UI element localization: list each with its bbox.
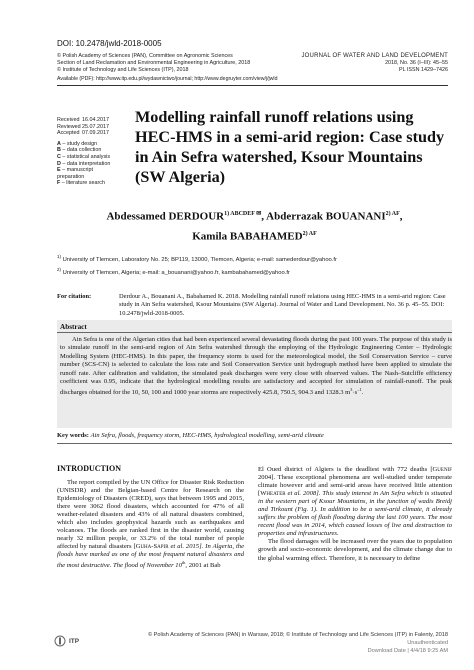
citation-wheater[interactable]: Wheater [260,490,286,498]
role-f: F – literature search [57,180,105,187]
reviewed-label: Reviewed [57,123,81,130]
role-c: C – statistical analysis [57,153,111,160]
received-label: Received [57,117,80,123]
publisher-line-2: Section of Land Reclamation and Environmental Engineering in Agriculture, 2018 [57,60,251,66]
role-a: A – study design [57,140,98,147]
article-history [57,117,119,187]
abstract-divider [57,332,452,333]
authors: Abdessamed $DERDOUR^{1) ABCDEF ✉}$, Abderrazak $BOUANANI^{2) AF}$, Kamila $BABAHAMED^{2) AF}$ [106,210,403,243]
intro-column-1 [57,479,244,571]
journal-info [248,53,448,74]
keywords-value: Ain Sefra, floods, frequency storm, HEC-HMS, hydrological modelling, semi-arid climate [90,432,324,439]
affiliation-2: $^{2)}$ University of Tlemcen, Algeria; e-mail: a_bouanani@yahoo.fr, kambabahamed@yahoo.fr [57,266,290,276]
citation-label: For citation: [57,293,92,300]
article-title: Modelling rainfall runoff relations using HEC-HMS in a semi-arid region: Case study in Ain Sefra watershed, Ksour Mountains (SW Algeria) [135,108,445,186]
availability-line[interactable]: Available (PDF): http://www.itp.edu.pl/wydawnictwo/journal; http://www.degruyter.com/view/j/jwld [57,76,278,82]
author-1[interactable]: Abdessamed DERDOUR [106,210,225,223]
author-2[interactable]: Abderrazak BOUANANI [266,210,386,223]
keywords-divider [57,443,452,444]
abstract-heading: Abstract [60,323,87,331]
abstract-text: Ain Sefra is one of the Algerian cities that had been experienced several devastating floods during the past 100 years. The purpose of this study is to simulate runoff in the semi-arid region of Ain Sefra watershed through the employing of the Hydrologic Engineering Center – Hydrologic Modelling System (HEC-HMS). In this paper, the frequency storm is used for the meteorological model, the Soil Conservation Service – curve number (SCS-CN) is selected to calculate the loss rate and Soil Conservation Service unit hydrograph method have been applied to simulate the runoff rate. After calibration and validation, the simulated peak discharges were very close with observed values. The Nash–Sutcliffe efficiency coefficient was 0.95, indicate that the hydrological modelling results are satisfactory and accepted for simulation of rainfall-runoff. The peak discharges obtained for the 10, 50, 100 and 1000 year storms are respectively 425.8, 750.5, 904.3 and 1328.3 $m^3\cdot s^{-1}$. [60,336,452,397]
itp-logo [54,635,79,647]
citation-text: Derdour A., Bouanani A., Babahamed K. 2018. Modelling rainfall runoff relations using HEC-HMS in a semi-arid region: Case study in Ain Sefra watershed, Ksour Mountains (SW Algeria). Journal of Water and Land Development. No. 36 p. 45–55. DOI: 10.2478/jwld-2018-0005. [119,293,446,317]
intro-heading: INTRODUCTION [57,464,122,473]
intro-column-2 [258,466,452,563]
author-1-sup: 1) ABCDEF ✉ [224,211,262,217]
journal-title: JOURNAL OF WATER AND LAND DEVELOPMENT [301,53,448,59]
author-3-sup: 2) AF [302,230,317,237]
author-3[interactable]: Kamila BABAHAMED [192,230,303,243]
publisher-line-3: © Institute of Technology and Life Sciences (ITP), 2018 [57,67,189,73]
accepted-label: Accepted [57,130,80,137]
footer-unauthenticated: Unauthenticated [407,640,448,646]
citation-guha-sapir[interactable]: Guha-Sapir [135,543,169,551]
intro-paragraph-1: The report compiled by the UN Office for Disaster Risk Reduction (UNISDR) and the Belgian-based Centre for Research on the Epidemiology of Disasters (CRED), says that between 1995 and 2015, there were 3062 flood disasters, which accounted for 47% of all weather-related disasters and 43% of all natural disasters combined, which also includes geophysical hazards such as earthquakes and volcanoes. The floods are ranked first in the disaster world, causing nearly 32 million people, or 33.2% of the total number of people affected by natural disasters [Guha-Sapir et al. 2015]. In Algeria, the floods have marked as one of the most frequent natural disasters and the most destructive. The flood of November 10th, 2001 at Bab [57,479,244,570]
role-b: B – data collection [57,147,102,154]
accepted-date: 07.09.2017 [82,130,109,137]
keywords-label: Key words: [57,432,89,439]
keywords [57,432,452,440]
affiliations [57,252,452,278]
doi: DOI: 10.2478/jwld-2018-0005 [57,39,162,48]
itp-logo-text: ITP [69,637,80,645]
role-d: D – data interpretation [57,160,111,167]
journal-issn: PL ISSN 1429–7426 [399,67,448,73]
footer-copyright: © Polish Academy of Sciences (PAN) in Warsaw, 2018; © Institute of Technology and Life Sciences (ITP) in Falenty, 2018 [148,632,448,638]
intro-paragraph-1-cont: El Oued district of Algiers is the deadliest with 772 deaths [Guenif 2004]. These exceptional phenomena are well-studied under temperate climate however arid and semi-arid areas have received little attention [Wheater et al. 2008]. This study interest in Ain Sefra which is situated in the western part of Ksour Mountains, in the junction of wadis Breidj and Tirkount (Fig. 1). In addition to be a semi-arid climate, it already suffers the problem of flash flooding during the last 100 years. The most recent flood was in 2014, which caused losses of live and destruction to properties and infrastructures. [258,466,452,538]
citation-guenif[interactable]: Guenif [432,466,452,473]
author-2-sup: 2) AF [385,211,400,217]
footer [108,631,448,655]
header-divider [57,85,448,86]
citation-block [57,293,452,318]
itp-logo-icon [54,635,66,647]
role-e: E – manuscript preparation [57,167,93,180]
affiliation-1: $^{1)}$ University of Tlemcen, Laboratory No. 25; BP119, 13000, Tlemcen, Algeria; e-mail: samederdour@yahoo.fr [57,254,337,263]
publisher-line-1: © Polish Academy of Sciences (PAN), Committee on Agronomic Sciences [57,53,233,59]
reviewed-date: 25.07.2017 [82,123,109,130]
footer-download-date: Download Date | 4/4/18 9:25 AM [367,648,448,654]
journal-issue: 2018, No. 36 (I–III): 45–55 [385,60,448,66]
received-date: 16.04.2017 [82,117,109,123]
intro-paragraph-2: The flood damages will be increased over the years due to population growth and socio-economic development, and the climate change due to the global warming effect. Therefore, it is necessary to define [258,538,452,562]
